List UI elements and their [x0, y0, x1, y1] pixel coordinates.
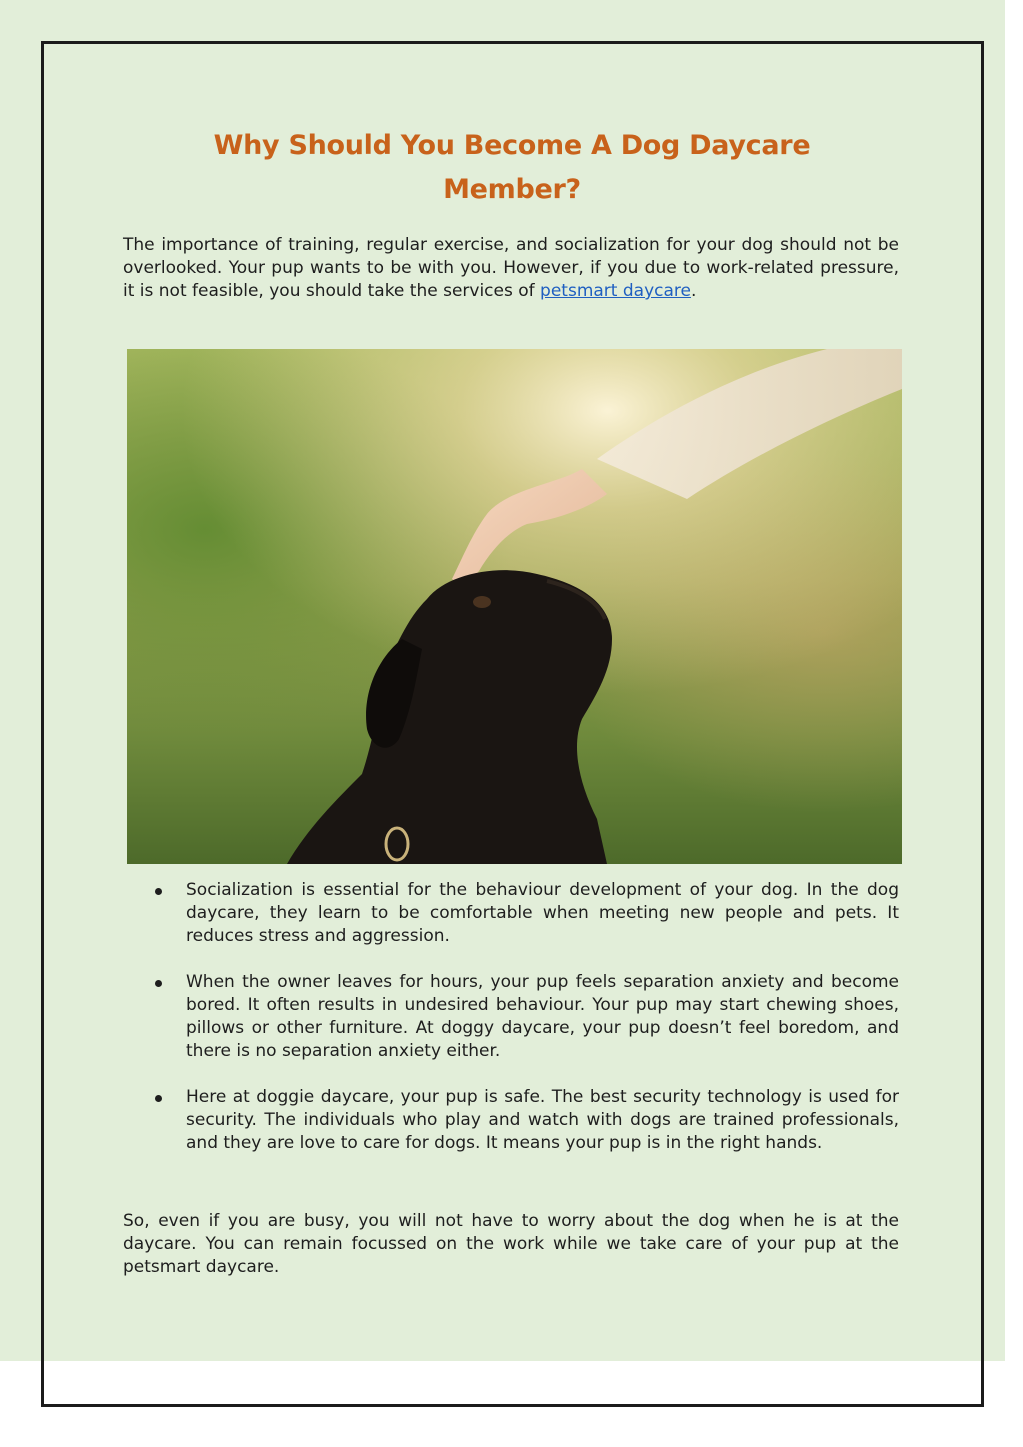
list-item-text: When the owner leaves for hours, your pup feels separation anxiety and become bored. It often results in undesired behaviour. Your pup may start chewing shoes, pillows or other furniture. At doggy daycare, your pup doesn’t feel boredom, and there is no separation anxiety either. — [186, 972, 899, 1061]
bullet-icon — [155, 888, 162, 895]
bullet-icon — [155, 1095, 162, 1102]
list-item-text: Socialization is essential for the behaviour development of your dog. In the dog daycare, they learn to be comfortable when meeting new people and pets. It reduces stress and aggression. — [186, 880, 899, 946]
benefits-list — [123, 879, 899, 1178]
list-item — [123, 971, 899, 1063]
petsmart-daycare-link[interactable]: petsmart daycare — [540, 281, 691, 301]
bullet-icon — [155, 980, 162, 987]
list-item — [123, 1086, 899, 1155]
page-title: Why Should You Become A Dog Daycare Member? — [213, 130, 811, 205]
list-item-text: Here at doggie daycare, your pup is safe. The best security technology is used for security. The individuals who play and watch with dogs are trained professionals, and they are love to care for dogs. It means your pup is in the right hands. — [186, 1087, 899, 1153]
dog-photo — [127, 349, 902, 864]
intro-paragraph — [123, 234, 899, 303]
intro-text: The importance of training, regular exercise, and socialization for your dog should not be overlooked. Your pup wants to be with you. However, if you due to work-related pressure, it is not feasible, you should take the services of — [123, 235, 899, 301]
closing-paragraph: So, even if you are busy, you will not have to worry about the dog when he is at the daycare. You can remain focussed on the work while we take care of your pup at the petsmart daycare. — [123, 1211, 899, 1277]
list-item — [123, 879, 899, 948]
intro-period: . — [690, 281, 697, 301]
